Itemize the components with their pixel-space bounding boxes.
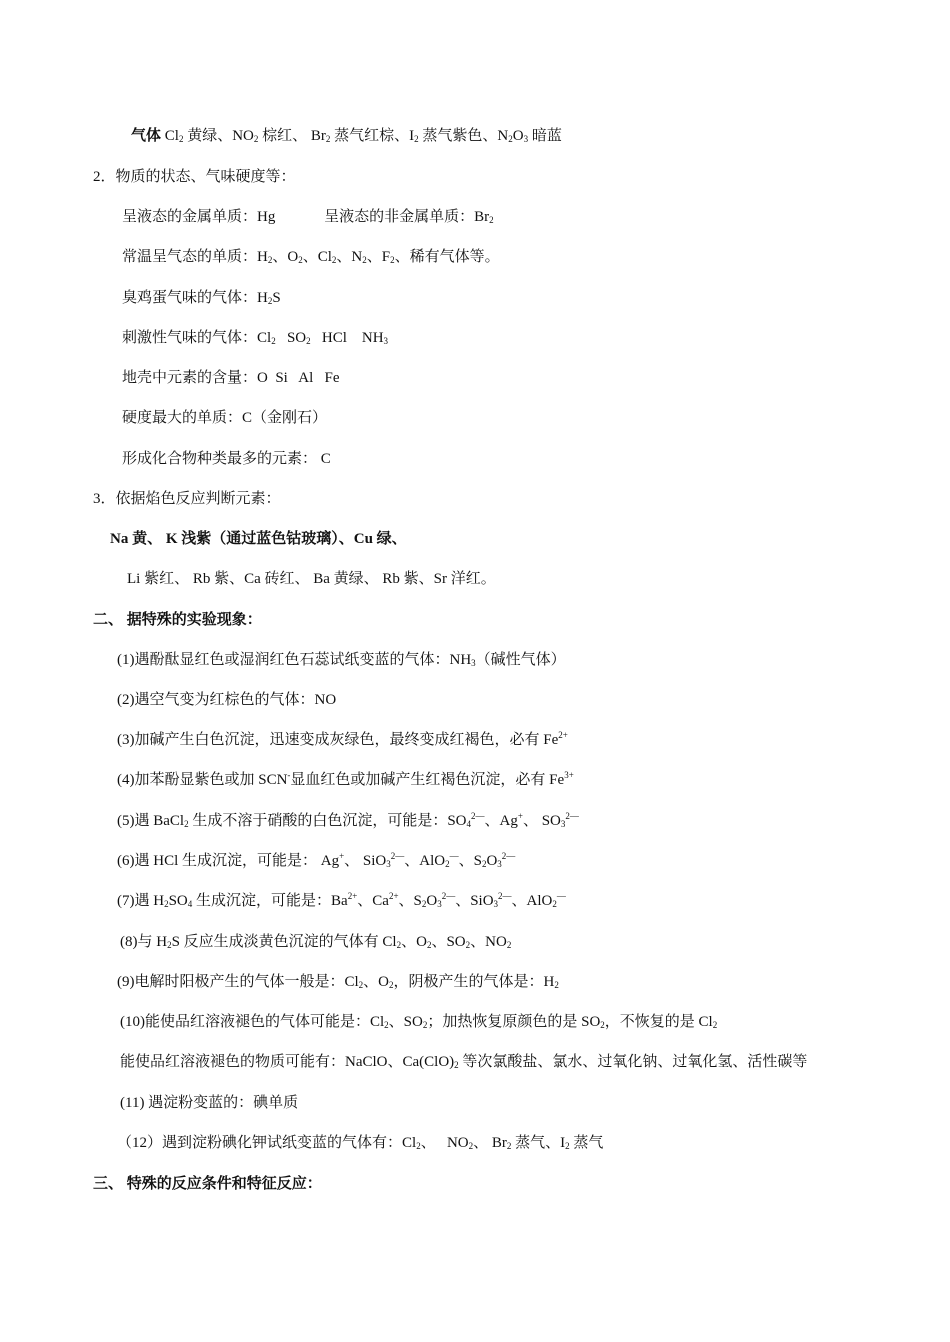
bleaching-substances-line: 能使品红溶液褪色的物质可能有：NaClO、$Ca(ClO)_2$ 等次氯酸盐、氯水、过氧化钠、过氧化氢、活性碳等	[120, 1054, 808, 1070]
pungent-gas-line: 刺激性气味的气体：$Cl_2$ $SO_2$ HCl $NH_3$	[122, 330, 389, 346]
phenomenon-item-3: (3)加碱产生白色沉淀，迅速变成灰绿色，最终变成红褐色，必有 $Fe^{2+}$	[117, 730, 568, 748]
phenomenon-item-5: (5)遇 BaCl$_2$ 生成不溶于硝酸的白色沉淀，可能是：$SO_4^{2—}$、Ag+、 $SO_3^{2—}$	[117, 811, 579, 829]
gas-color-text: $Cl_2$ 黄绿、$NO_2$ 棕红、 $Br_2$ 蒸气红棕、$I_2$ 蒸气紫色、$N_2O_3$ 暗蓝	[161, 128, 562, 144]
phenomenon-item-10: (10)能使品红溶液褪色的气体可能是：$Cl_2$、$SO_2$；加热恢复原颜色的是 $SO_2$，不恢复的是 $Cl_2$	[120, 1014, 718, 1030]
phenomenon-item-12: （12）遇到淀粉碘化钾试纸变蓝的气体有：$Cl_2$、 $NO_2$、 $Br_2$ 蒸气、$I_2$ 蒸气	[117, 1135, 604, 1151]
gas-lead-label: 气体	[131, 128, 162, 144]
most-compounds-line: 形成化合物种类最多的元素： C	[122, 451, 331, 467]
phenomenon-item-7: (7)遇 $H_2SO_4$ 生成沉淀，可能是：$Ba^{2+}$、$Ca^{2+}$、$S_2O_3^{2—}$、SiO$_3^{2—}$、AlO$_2$—	[117, 891, 566, 909]
phenomenon-item-9: (9)电解时阳极产生的气体一般是：$Cl_2$、$O_2$，阴极产生的气体是：$H_2$	[117, 974, 559, 990]
gaseous-elements-line: 常温呈气态的单质：$H_2$、$O_2$、$Cl_2$、$N_2$、$F_2$、稀有气体等。	[122, 249, 500, 265]
rotten-egg-gas-line: 臭鸡蛋气味的气体：$H_2S$	[122, 290, 281, 306]
phenomenon-item-4: (4)加苯酚显紫色或加 SCN-显血红色或加碱产生红褐色沉淀，必有 $Fe^{3+}$	[117, 770, 574, 788]
phenomenon-item-2: (2)遇空气变为红棕色的气体：NO	[117, 692, 337, 708]
part-3-heading: 三、 特殊的反应条件和特征反应：	[93, 1176, 322, 1192]
hardest-element-line: 硬度最大的单质：C（金刚石）	[122, 410, 328, 426]
section-3-heading: 3．依据焰色反应判断元素：	[93, 491, 281, 507]
gas-color-line	[131, 126, 562, 146]
part-2-heading: 二、 据特殊的实验现象：	[93, 612, 262, 628]
crust-elements-line: 地壳中元素的含量：O Si Al Fe	[122, 370, 340, 386]
phenomenon-item-11: (11) 遇淀粉变蓝的：碘单质	[120, 1095, 299, 1111]
flame-colors-line: Li 紫红、 Rb 紫、Ca 砖红、 Ba 黄绿、 Rb 紫、Sr 洋红。	[127, 571, 496, 587]
section-2-heading: 2．物质的状态、气味硬度等：	[93, 169, 296, 185]
liquid-elements-line: 呈液态的金属单质：Hg 呈液态的非金属单质：$Br_2$	[122, 209, 494, 225]
phenomenon-item-1: (1)遇酚酞显红色或湿润红色石蕊试纸变蓝的气体：$NH_3$（碱性气体）	[117, 652, 566, 668]
phenomenon-item-8: (8)与 $H_2S$ 反应生成淡黄色沉淀的气体有 $Cl_2$、$O_2$、$SO_2$、$NO_2$	[120, 934, 512, 950]
phenomenon-item-6: (6)遇 HCl 生成沉淀，可能是： Ag+、 SiO$_3^{2—}$、AlO$_2$—、$S_2O_3^{2—}$	[117, 851, 516, 869]
flame-colors-bold-line: Na 黄、 K 浅紫（通过蓝色钴玻璃）、Cu 绿、	[110, 531, 407, 547]
